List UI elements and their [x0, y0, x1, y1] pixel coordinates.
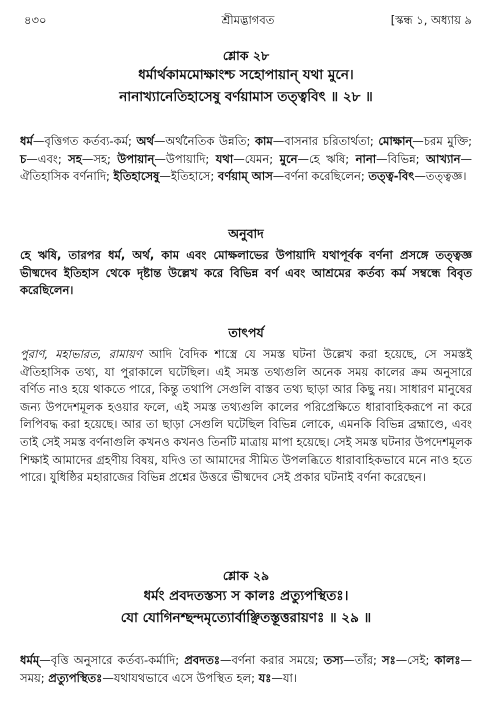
synonym-word: তস্য — [323, 653, 344, 667]
synonym-word: সহ — [68, 151, 82, 166]
verse-28-line-2: নানাখ্যানেতিহাসেষু বর্ণয়ামাস তত্ত্ববিৎ ॥ ২৮ ॥ — [119, 89, 373, 105]
synonym-meaning: বৃত্তি অনুসারে কর্তব্য-কর্মাদি — [50, 653, 176, 667]
synonym-meaning: যেমন — [244, 151, 270, 166]
synonym-meaning: ইতিহাসে — [170, 169, 211, 184]
synonym-word: আখ্যান — [426, 151, 461, 166]
synonym-word: মোক্ষান্‌ — [378, 134, 413, 148]
synonym-word: প্রত্যুপস্থিতঃ — [48, 670, 103, 685]
synonym-meaning: চরম মুক্তি — [423, 134, 469, 148]
purport-scripture-names: পুরাণ, মহাভারত, রামায়ণ — [20, 347, 142, 361]
synonym-meaning: সেই — [407, 653, 426, 667]
synonym-word: ধর্মম্‌ — [20, 653, 40, 667]
verse-28-synonyms: ধর্ম—বৃত্তিগত কর্তব্য-কর্ম; অর্থ—অর্থনৈতিক উন্নতি; কাম—বাসনার চরিতার্থতা; মোক্ষান্‌—চরম মুক্তি; চ—এবং; সহ—সহ; উপায়ান্‌—উপায়াদি; যথা—যেমন; মুনে—হে ঋষি; নানা—বিভিন্ন; আখ্যান—ঐতিহাসিক বর্ণনাদি; ইতিহাসেষু—ইতিহাসে; বর্ণয়াম্‌ আস—বর্ণনা করেছিলেন; তত্ত্ব-বিৎ—তত্ত্বজ্ঞ। — [20, 134, 473, 184]
synonym-word: যথা — [215, 151, 234, 166]
synonym-meaning: যথাযথভাবে এসে উপস্থিত হল — [113, 670, 252, 685]
synonym-meaning: বৃত্তিগত কর্তব্য-কর্ম — [44, 134, 129, 148]
synonym-meaning: অর্থনৈতিক উন্নতি — [165, 134, 247, 148]
running-header — [24, 12, 472, 28]
synonym-word: কালঃ — [434, 653, 461, 667]
verse-28-heading: শ্লোক ২৮ — [222, 48, 270, 63]
synonym-meaning: ঐতিহাসিক বর্ণনাদি — [20, 169, 107, 184]
synonym-word: মুনে — [279, 151, 298, 166]
synonym-meaning: যা — [282, 670, 293, 685]
synonym-word: কাম — [254, 134, 273, 148]
synonym-word: অর্থ — [136, 134, 154, 148]
synonym-meaning: তত্ত্বজ্ঞ — [425, 169, 463, 184]
verse-29-line-2: যো যোগিনশ্ছন্দমৃত্যোর্বাঞ্ছিতস্তূত্তরায়ণঃ ॥ ২৯ ॥ — [120, 610, 372, 626]
synonym-meaning: উপায়াদি — [165, 151, 206, 166]
synonym-word: ইতিহাসেষু — [113, 169, 160, 184]
verse-28-translation: হে ঋষি, তারপর ধর্ম, অর্থ, কাম এবং মোক্ষলাভের উপায়াদি যথাপূর্বক বর্ণনা প্রসঙ্গে তত্ত্বজ্ঞ ভীষ্মদেব ইতিহাস থেকে দৃষ্টান্ত উল্লেখ করে বিভিন্ন বর্ণ এবং আশ্রমের কর্তব্য কর্ম সম্বন্ধে বিবৃত করেছিলেন। — [20, 248, 472, 298]
synonym-meaning: হে ঋষি — [308, 151, 346, 166]
synonym-word: ধর্ম — [20, 134, 33, 148]
verse-28-line-1: ধর্মার্থকামমোক্ষাংশ্চ সহোপায়ান্‌ যথা মুনে। — [138, 67, 354, 83]
synonym-meaning: বর্ণনা করেছিলেন — [284, 169, 361, 184]
purport-body: আদি বৈদিক শাস্ত্রে যে সমস্ত ঘটনা উল্লেখ করা হয়েছে, সে সমস্তই ঐতিহাসিক তথ্য, যা পুরাকালে ঘটেছিল। এই সমস্ত তথ্যগুলি অনেক সময় কালের ক্রম অনুসারে বর্ণিত নাও হয়ে থাকতে পারে, কিন্তু তথাপি সেগুলি বাস্তব তথ্য ছাড়া আর কিছু নয়। সাধারণ মানুষের জন্য উপদেশমূলক হওয়ার ফলে, এই সমস্ত তথ্যগুলি কালের পরিপ্রেক্ষিতে ধারাবাহিকরূপে না করে লিপিবদ্ধ করা হয়েছে। আর তা ছাড়া সেগুলি ঘটেছিল বিভিন্ন লোকে, এমনকি বিভিন্ন ব্রহ্মাণ্ডে, এবং তাই সেই সমস্ত বর্ণনাগুলি কখনও কখনও তিনটি মাত্রায় মাপা হয়েছে। সেই সমস্ত ঘটনার উপদেশমূলক শিক্ষাই আমাদের গ্রহণীয় বিষয়, যদিও তা আমাদের সীমিত উপলব্ধিতে ধারাবাহিকভাবে মনে নাও হতে পারে। যুধিষ্ঠির মহারাজের বিভিন্ন প্রশ্নের উত্তরে ভীষ্মদেব সেই প্রকার ঘটনাই বর্ণনা করেছেন। — [20, 347, 472, 485]
synonym-word: তত্ত্ব-বিৎ — [368, 169, 415, 184]
verse-28-text — [20, 64, 472, 108]
synonym-meaning: বর্ণনা করার সময়ে — [231, 653, 315, 667]
synonym-meaning: বাসনার চরিতার্থতা — [284, 134, 370, 148]
synonym-meaning: এবং — [37, 151, 58, 166]
synonym-meaning: সহ — [93, 151, 107, 166]
book-title: শ্রীমদ্ভাগবত — [221, 13, 275, 27]
chapter-reference: [স্কন্ধ ১, অধ্যায় ৯ — [390, 13, 472, 27]
synonym-word: যঃ — [258, 670, 272, 685]
synonym-word: সঃ — [381, 653, 396, 667]
verse-28-purport — [20, 346, 472, 487]
page-number: ৪৩০ — [24, 13, 47, 27]
synonym-meaning: সময় — [20, 670, 41, 685]
verse-29-heading: শ্লোক ২৯ — [222, 568, 270, 583]
verse-29-synonyms: ধর্মম্‌—বৃত্তি অনুসারে কর্তব্য-কর্মাদি; প্রবদতঃ—বর্ণনা করার সময়ে; তস্য—তাঁর; সঃ—সেই; কালঃ—সময়; প্রত্যুপস্থিতঃ—যথাযথভাবে এসে উপস্থিত হল; যঃ—যা। — [20, 653, 473, 685]
synonym-word: বর্ণয়াম্‌ আস — [217, 169, 273, 184]
purport-heading: তাৎপর্য — [228, 325, 264, 340]
synonym-meaning: বিভিন্ন — [387, 151, 416, 166]
synonym-word: প্রবদতঃ — [184, 653, 220, 667]
verse-29-line-1: ধর্মং প্রবদতস্তস্য স কালঃ প্রত্যুপস্থিতঃ। — [143, 588, 349, 604]
synonym-word: নানা — [355, 151, 377, 166]
synonym-word: চ — [20, 151, 27, 166]
translation-heading: অনুবাদ — [228, 226, 264, 241]
synonym-word: উপায়ান্‌ — [117, 151, 155, 166]
synonym-meaning: তাঁর — [354, 653, 373, 667]
verse-29-text — [20, 585, 472, 629]
